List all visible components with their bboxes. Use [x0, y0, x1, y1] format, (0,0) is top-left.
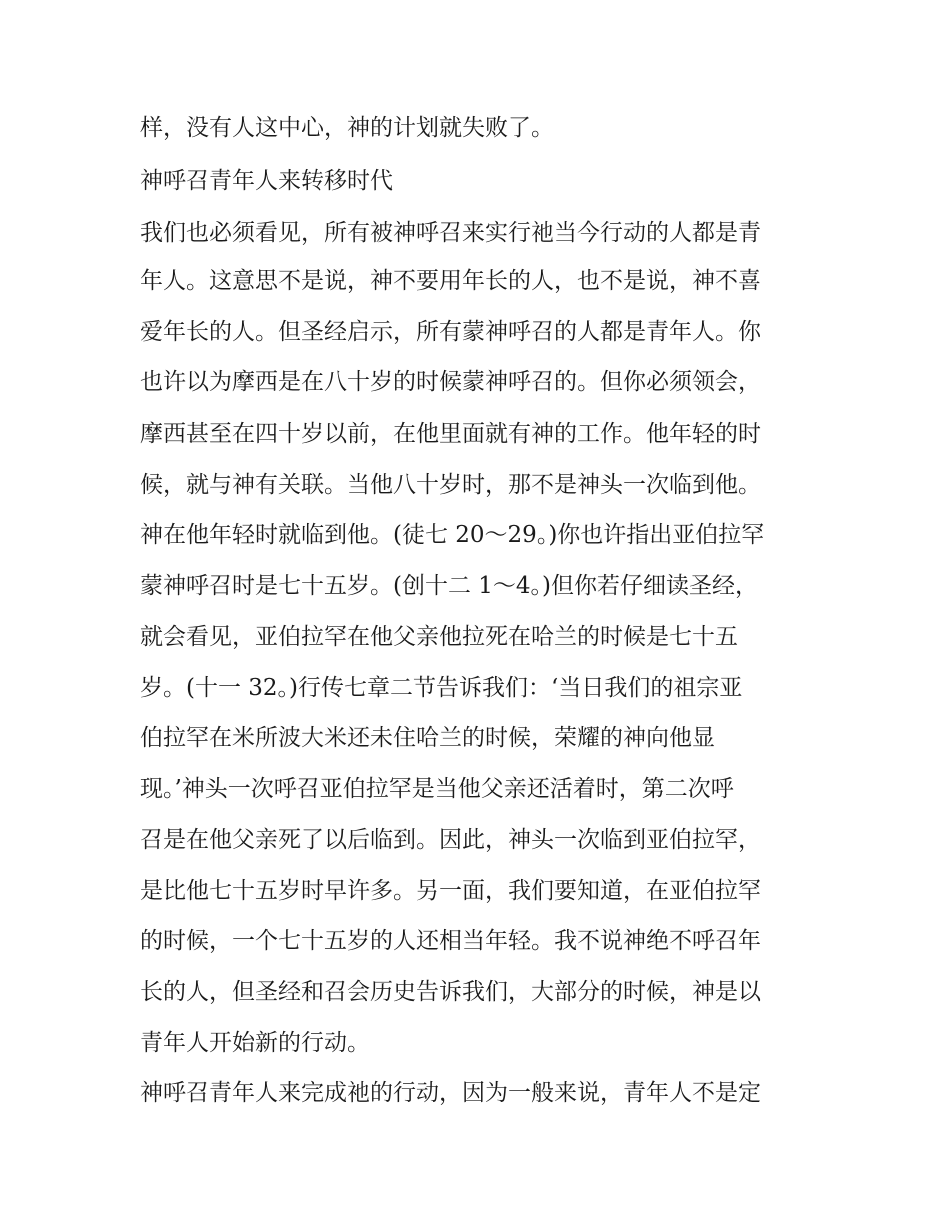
paragraph-line: 岁。(十一 32。)行传七章二节告诉我们：‘当日我们的祖宗亚	[140, 675, 743, 701]
paragraph-line: 青年人开始新的行动。	[140, 1030, 370, 1056]
section-heading: 神呼召青年人来转移时代	[140, 168, 393, 194]
paragraph-line: 神呼召青年人来完成祂的行动，因为一般来说，青年人不是定	[140, 1080, 761, 1106]
paragraph-line: 神在他年轻时就临到他。(徒七 20～29。)你也许指出亚伯拉罕	[140, 522, 765, 548]
paragraph-line: 样，没有人这中心，神的计划就失败了。	[140, 115, 554, 141]
paragraph-line: 爱年长的人。但圣经启示，所有蒙神呼召的人都是青年人。你	[140, 319, 761, 345]
paragraph-line: 伯拉罕在米所波大米还未住哈兰的时候，荣耀的神向他显	[140, 725, 715, 751]
paragraph-line: 也许以为摩西是在八十岁的时候蒙神呼召的。但你必须领会，	[140, 369, 761, 395]
paragraph-line: 长的人，但圣经和召会历史告诉我们，大部分的时候，神是以	[140, 979, 761, 1005]
paragraph-line: 就会看见，亚伯拉罕在他父亲他拉死在哈兰的时候是七十五	[140, 624, 738, 650]
paragraph-line: 现。’神头一次呼召亚伯拉罕是当他父亲还活着时，第二次呼	[140, 776, 734, 802]
paragraph-line: 召是在他父亲死了以后临到。因此，神头一次临到亚伯拉罕，	[140, 827, 761, 853]
paragraph-line: 的时候，一个七十五岁的人还相当年轻。我不说神绝不呼召年	[140, 928, 761, 954]
paragraph-line: 候，就与神有关联。当他八十岁时，那不是神头一次临到他。	[140, 472, 761, 498]
paragraph-line: 年人。这意思不是说，神不要用年长的人，也不是说，神不喜	[140, 268, 761, 294]
paragraph-line: 我们也必须看见，所有被神呼召来实行祂当今行动的人都是青	[140, 220, 761, 246]
paragraph-line: 摩西甚至在四十岁以前，在他里面就有神的工作。他年轻的时	[140, 421, 761, 447]
paragraph-line: 是比他七十五岁时早许多。另一面，我们要知道，在亚伯拉罕	[140, 878, 761, 904]
paragraph-line: 蒙神呼召时是七十五岁。(创十二 1～4。)但你若仔细读圣经，	[140, 573, 759, 599]
